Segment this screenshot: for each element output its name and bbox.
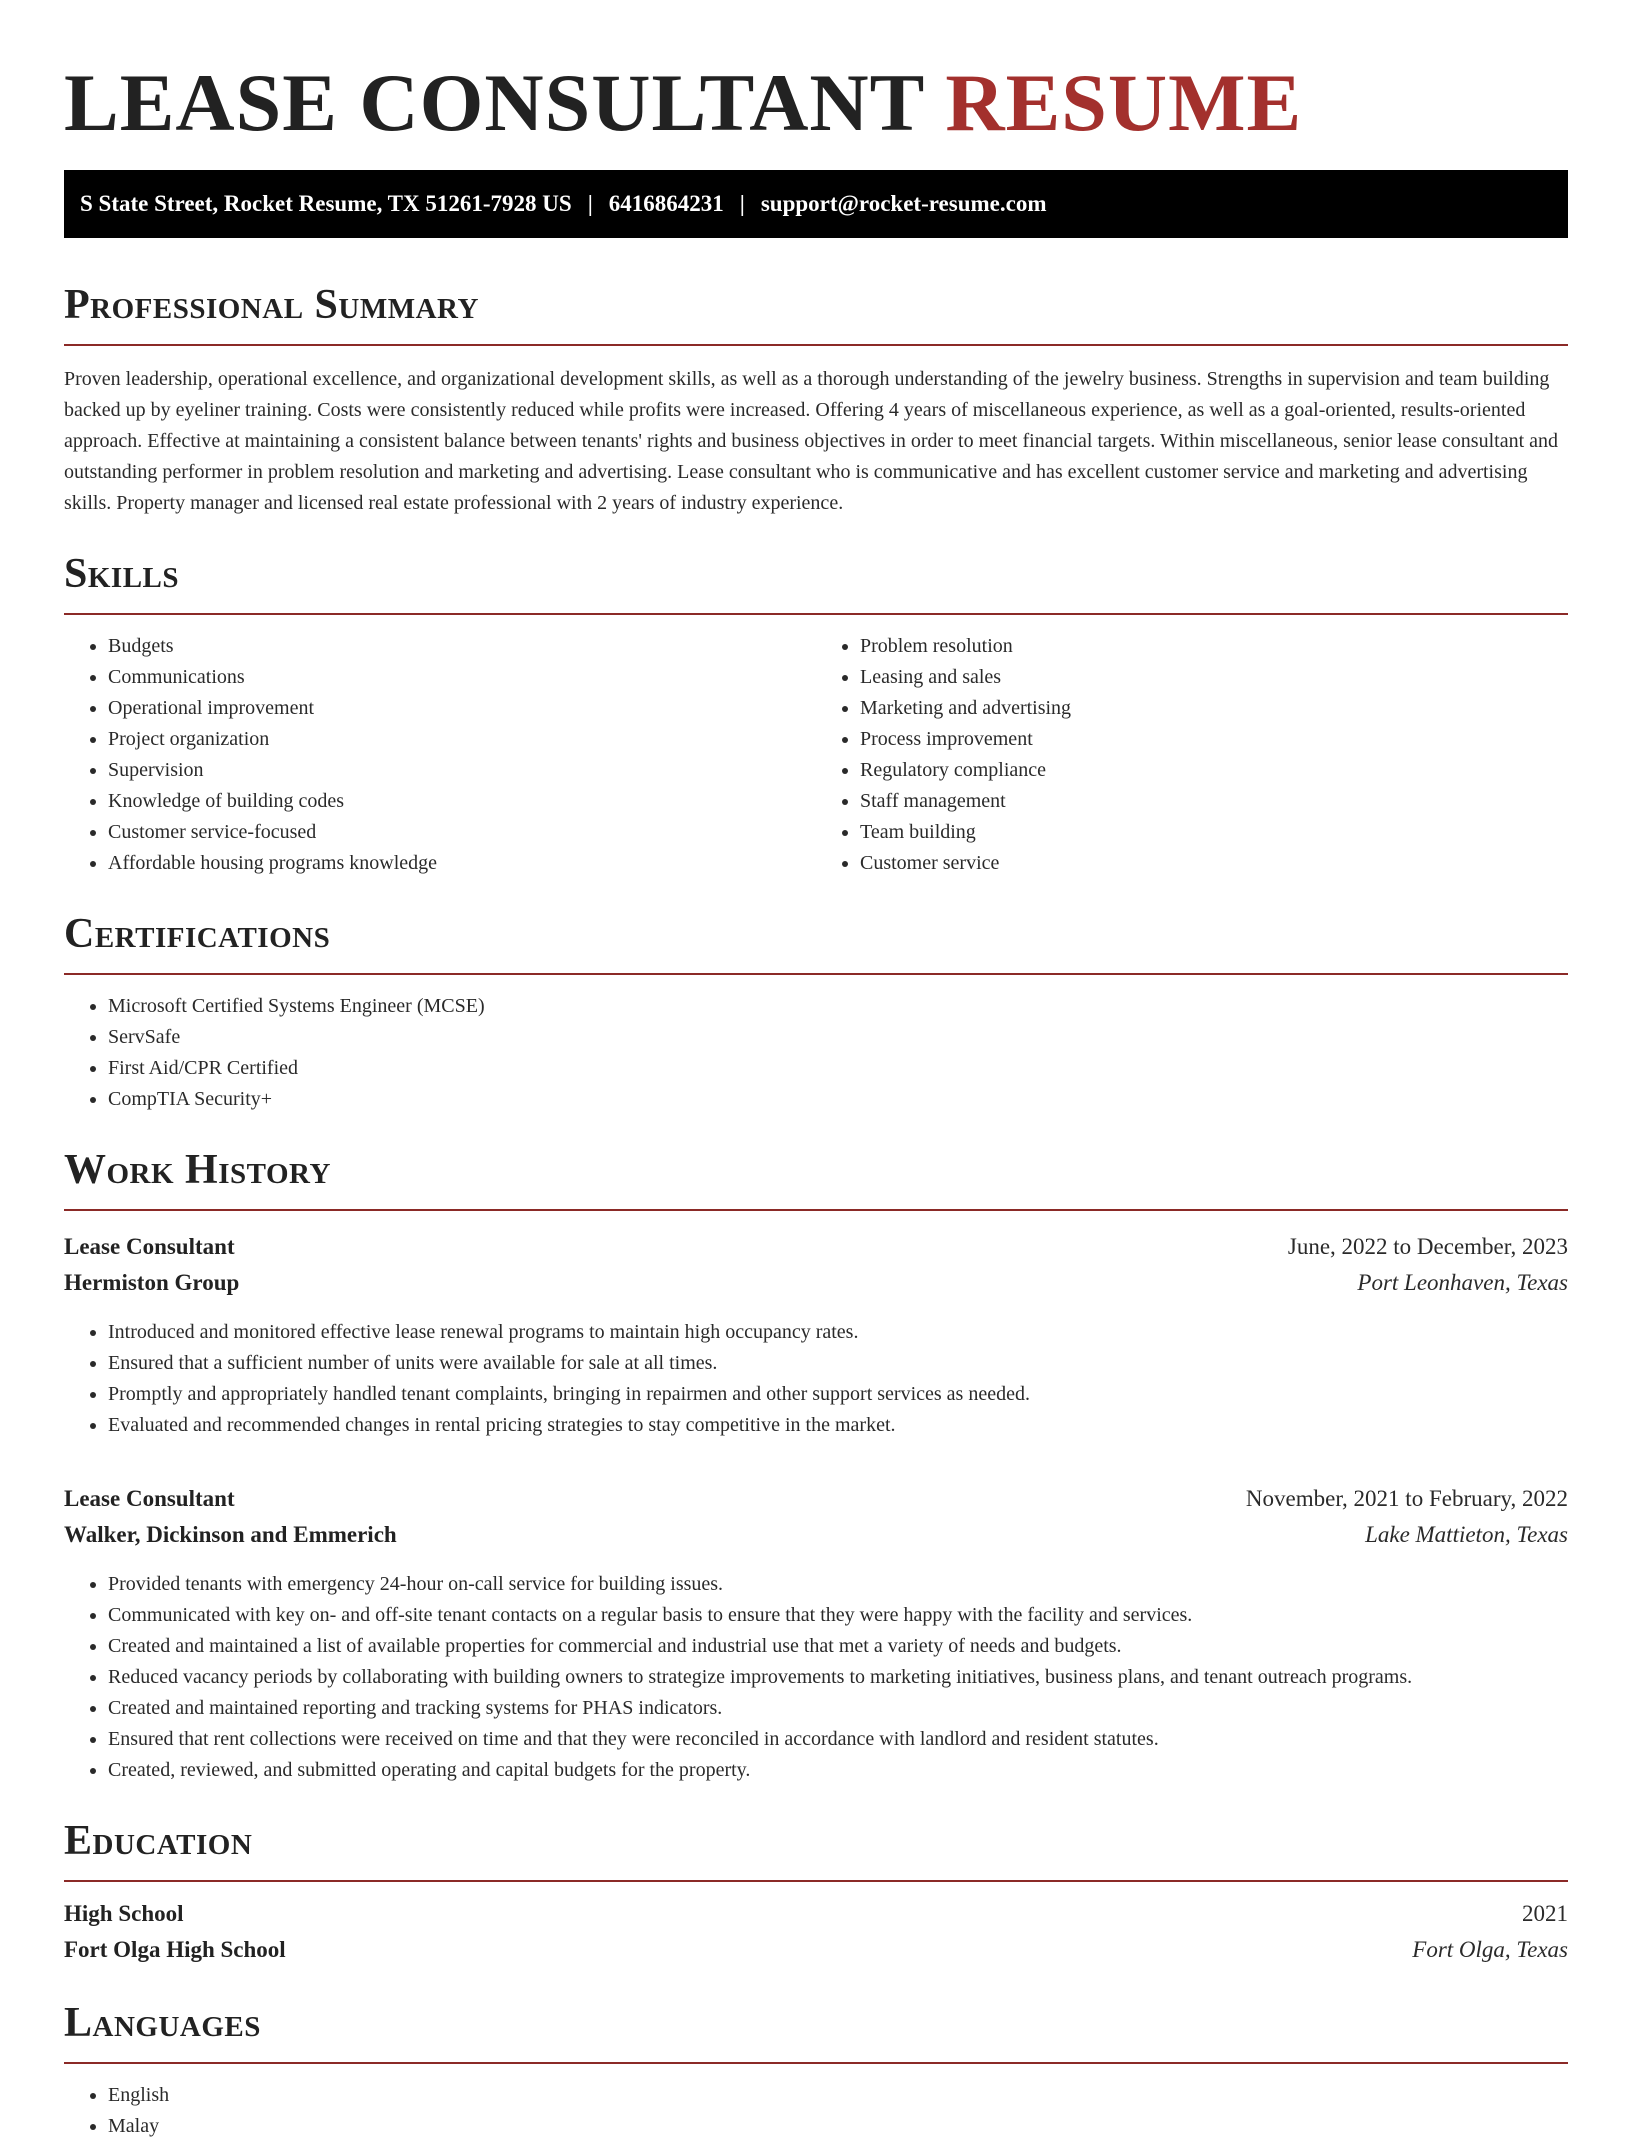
skill-item: • Operational improvement <box>108 693 816 724</box>
job-entry <box>64 1229 1568 1441</box>
section-divider <box>64 1880 1568 1882</box>
job-dates: November, 2021 to February, 2022 <box>1245 1486 1568 1511</box>
languages-list <box>64 2080 1568 2142</box>
education-degree: High School <box>64 1901 184 1926</box>
contact-address: S State Street, Rocket Resume, TX 51261-7928 US <box>80 191 572 216</box>
certifications-heading: Certifications <box>64 911 331 957</box>
skill-item: • Process improvement <box>860 724 1568 755</box>
title-accent: RESUME <box>945 57 1303 148</box>
skills-heading: Skills <box>64 551 180 597</box>
job-company-row <box>64 1517 1568 1553</box>
skill-item: • Supervision <box>108 755 816 786</box>
skill-item: • Problem resolution <box>860 631 1568 662</box>
work-history-section <box>64 1145 1568 1786</box>
job-title: Lease Consultant <box>64 1234 235 1259</box>
skills-section <box>64 549 1568 879</box>
certification-item: • Microsoft Certified Systems Engineer (MCSE) <box>108 991 1568 1022</box>
education-entry <box>64 1896 1568 1968</box>
job-duty-item: • Communicated with key on- and off-site tenant contacts on a regular basis to ensure that they were happy with the facility and services. <box>108 1600 1568 1631</box>
section-divider <box>64 1209 1568 1211</box>
skill-item: • Staff management <box>860 786 1568 817</box>
skill-item: • Communications <box>108 662 816 693</box>
job-duty-item: • Ensured that rent collections were received on time and that they were reconciled in accordance with landlord and resident statutes. <box>108 1724 1568 1755</box>
contact-separator: | <box>739 191 745 216</box>
skill-item: • Knowledge of building codes <box>108 786 816 817</box>
skill-item: • Customer service <box>860 848 1568 879</box>
job-company: Walker, Dickinson and Emmerich <box>64 1522 397 1547</box>
job-location: Lake Mattieton, Texas <box>1365 1522 1568 1547</box>
job-duties-list <box>64 1317 1568 1441</box>
job-duty-item: • Reduced vacancy periods by collaborating with building owners to strategize improvements to marketing initiatives, business plans, and tenant outreach programs. <box>108 1662 1568 1693</box>
job-header-row <box>64 1481 1568 1517</box>
skill-item: • Leasing and sales <box>860 662 1568 693</box>
skill-item: • Team building <box>860 817 1568 848</box>
job-entry <box>64 1481 1568 1786</box>
education-year: 2021 <box>1522 1901 1568 1926</box>
job-duties-list <box>64 1569 1568 1786</box>
job-title: Lease Consultant <box>64 1486 235 1511</box>
job-dates: June, 2022 to December, 2023 <box>1287 1234 1568 1259</box>
summary-text: Proven leadership, operational excellence, and organizational development skills, as well as a thorough understanding of the jewelry business. Strengths in supervision and team building backed up by eyeliner training. Costs were consistently reduced while profits were increased. Offering 4 years of miscellaneous experience, as well as a goal-oriented, results-oriented approach. Effective at maintaining a consistent balance between tenants' rights and business objectives in order to meet financial targets. Within miscellaneous, senior lease consultant and outstanding performer in problem resolution and marketing and advertising. Lease consultant who is communicative and has excellent customer service and marketing and advertising skills. Property manager and licensed real estate professional with 2 years of industry experience. <box>64 368 1559 514</box>
contact-email[interactable]: support@rocket-resume.com <box>760 191 1047 216</box>
skills-list-left <box>64 631 816 879</box>
job-duty-item: • Introduced and monitored effective lease renewal programs to maintain high occupancy rates. <box>108 1317 1568 1348</box>
job-duty-item: • Provided tenants with emergency 24-hour on-call service for building issues. <box>108 1569 1568 1600</box>
job-company: Hermiston Group <box>64 1270 240 1295</box>
education-section <box>64 1816 1568 1968</box>
summary-heading: Professional Summary <box>64 282 479 328</box>
contact-bar <box>64 170 1568 238</box>
resume-title <box>64 56 1568 150</box>
education-school: Fort Olga High School <box>64 1937 286 1962</box>
job-duty-item: • Created, reviewed, and submitted operating and capital budgets for the property. <box>108 1755 1568 1786</box>
certification-item: • First Aid/CPR Certified <box>108 1053 1568 1084</box>
job-duty-item: • Ensured that a sufficient number of units were available for sale at all times. <box>108 1348 1568 1379</box>
certification-item: • CompTIA Security+ <box>108 1084 1568 1115</box>
languages-heading: Languages <box>64 2000 261 2046</box>
skill-item: • Marketing and advertising <box>860 693 1568 724</box>
certifications-section <box>64 909 1568 1115</box>
language-item: • Malay <box>108 2111 1568 2142</box>
skill-item: • Budgets <box>108 631 816 662</box>
education-location: Fort Olga, Texas <box>1412 1937 1568 1962</box>
skills-list-right <box>816 631 1568 879</box>
job-header-row <box>64 1229 1568 1265</box>
skill-item: • Customer service-focused <box>108 817 816 848</box>
education-heading: Education <box>64 1818 253 1864</box>
certifications-list <box>64 991 1568 1115</box>
job-location: Port Leonhaven, Texas <box>1357 1270 1568 1295</box>
skill-item: • Regulatory compliance <box>860 755 1568 786</box>
section-divider <box>64 344 1568 346</box>
skills-grid <box>64 615 1568 879</box>
section-divider <box>64 973 1568 975</box>
contact-separator: | <box>587 191 593 216</box>
summary-section <box>64 280 1568 519</box>
contact-phone: 6416864231 <box>608 191 724 216</box>
skill-item: • Affordable housing programs knowledge <box>108 848 816 879</box>
title-main: LEASE CONSULTANT <box>64 57 924 148</box>
education-degree-row <box>64 1896 1568 1932</box>
job-duty-item: • Created and maintained a list of available properties for commercial and industrial use that met a variety of needs and budgets. <box>108 1631 1568 1662</box>
skill-item: • Project organization <box>108 724 816 755</box>
work-history-heading: Work History <box>64 1147 331 1193</box>
section-divider <box>64 2062 1568 2064</box>
languages-section <box>64 1998 1568 2142</box>
certification-item: • ServSafe <box>108 1022 1568 1053</box>
education-school-row <box>64 1932 1568 1968</box>
job-duty-item: • Evaluated and recommended changes in rental pricing strategies to stay competitive in the market. <box>108 1410 1568 1441</box>
job-duty-item: • Promptly and appropriately handled tenant complaints, bringing in repairmen and other support services as needed. <box>108 1379 1568 1410</box>
language-item: • English <box>108 2080 1568 2111</box>
job-company-row <box>64 1265 1568 1301</box>
job-duty-item: • Created and maintained reporting and tracking systems for PHAS indicators. <box>108 1693 1568 1724</box>
